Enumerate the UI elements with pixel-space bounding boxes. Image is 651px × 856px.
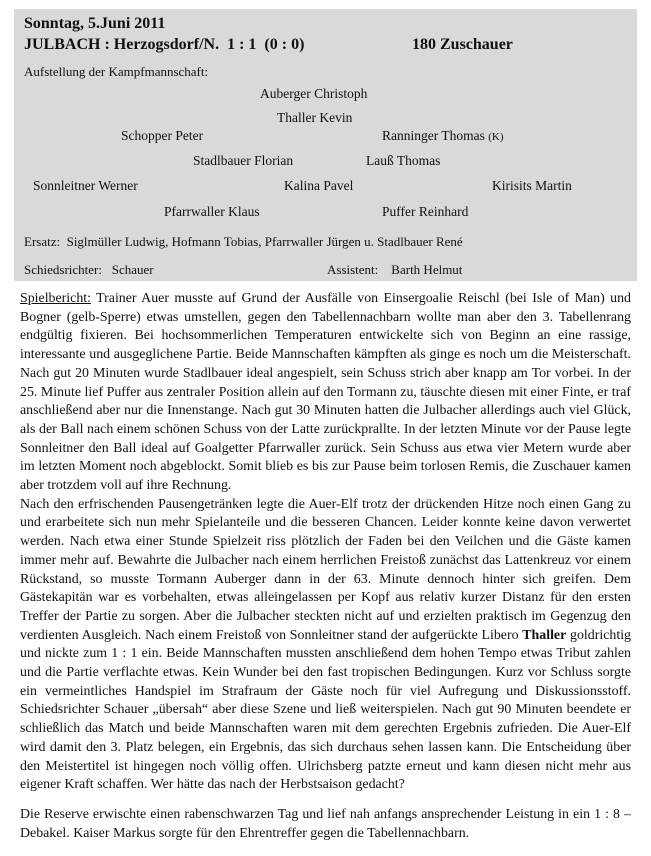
report-paragraph-2 [20,496,631,795]
player-sonnleitner: Sonnleitner Werner [33,178,138,193]
player-schopper: Schopper Peter [121,128,204,143]
report-paragraph-1 [20,290,631,496]
assistant-name: Barth Helmut [391,262,463,277]
player-puffer: Puffer Reinhard [382,204,469,219]
player-pfarrwaller: Pfarrwaller Klaus [164,204,260,219]
report-p2-after: goldrichtig und nickte zum 1 : 1 ein. Beide Mannschaften mussten anschließend dem hohen Tempo etwas Tribut zahlen und die Partie verflachte etwas. Kein Wunder bei den fast tropischen Bedingungen. Kurz vor Schluss sorgte ein vermeintliches Handspiel im Strafraum der Gäste noch für viel Aufregung und Diskussionsstoff. Schiedsrichter Schauer „übersah“ aber diese Szene und ließ weiterspielen. Nach gut 90 Minuten beendete er schließlich das Match und beide Mannschaften waren mit dem gerechten Ergebnis zufrieden. Die Auer-Elf wird damit den 3. Platz belegen, ein Ergebnis, das sich durchaus sehen lassen kann. Die Entscheidung über den Meistertitel ist hingegen noch völlig offen. Ulrichsberg patzte erneut und kann diesen nicht mehr aus eigener Kraft schaffen. Wer hätte das nach der Herbstsaison gedacht? [20,627,631,793]
referee-label: Schiedsrichter: [24,262,102,277]
player-ranninger [382,128,504,144]
report-heading: Spielbericht: [20,291,91,306]
substitutes-line [24,234,463,250]
spectator-count: 180 Zuschauer [412,36,513,53]
match-date: Sonntag, 5.Juni 2011 [24,15,166,32]
substitutes-list: Siglmüller Ludwig, Hofmann Tobias, Pfarrwaller Jürgen u. Stadlbauer René [66,234,463,249]
reserve-report: Die Reserve erwischte einen rabenschwarzen Tag und lief nah anfangs ansprechender Leistung in ein 1 : 8 – Debakel. Kaiser Markus sorgte für den Ehrentreffer gegen die Tabellennachbarn. [20,807,631,841]
player-lauss: Lauß Thomas [366,153,441,168]
report-p2-before: Nach den erfrischenden Pausengetränken legte die Auer-Elf trotz der drückenden Hitze noch einen Gang zu und erarbeitete sich nun mehr Spielanteile und die besseren Chancen. Leider konnte keine davon verwertet werden. Nach etwa einer Stunde Spielzeit riss plötzlich der Faden bei den Veilchen und die Gäste kamen immer mehr auf. Bewahrte die Julbacher nach einem herrlichen Freistoß zunächst das Lattenkreuz vor einem Rückstand, so musste Tormann Auberger dann in der 63. Minute dennoch hinter sich greifen. Dem Gästekapitän war es vorbehalten, etwas alleingelassen per Kopf aus relativ kurzer Distanz für den ersten Treffer der Partie zu sorgen. Aber die Julbacher steckten nicht auf und erzielten praktisch im Gegenzug den verdienten Ausgleich. Nach einem Freistoß von Sonnleitner stand der aufgerückte Libero [20,496,631,643]
report-p2-bold: Thaller [522,627,567,643]
lineup-label: Aufstellung der Kampfmannschaft: [24,64,209,79]
referee-line [24,262,154,278]
player-kirisits: Kirisits Martin [492,178,572,193]
player-kalina: Kalina Pavel [284,178,354,193]
referee-name: Schauer [111,262,154,277]
captain-mark: (K) [488,131,504,143]
substitutes-label: Ersatz: [24,234,61,249]
player-stadlbauer: Stadlbauer Florian [193,153,294,168]
match-report [20,290,631,795]
report-p1-text: Trainer Auer musste auf Grund der Ausfälle von Einsergoalie Reischl (bei Isle of Man) und Bogner (gelb-Sperre) etwas umstellen, gegen den Tabellennachbarn wollte man aber den 3. Tabellenrang endgültig fixieren. Bei hochsommerlichen Temperaturen entwickelte sich von Beginn an eine rassige, interessante und ausgeglichene Partie. Beide Mannschaften kämpften als ginge es noch um die Meisterschaft. Nach gut 20 Minuten wurde Stadlbauer ideal angespielt, sein Schuss strich aber knapp am Tor vorbei. In der 25. Minute lief Puffer aus zentraler Position allein auf den Tormann zu, täuschte diesen mit einer Finte, er traf anschließend aber nur die Innenstange. Nach gut 30 Minuten hatten die Julbacher allerdings auch viel Glück, als der Ball nach einem schönen Schuss von der Latte zurückprallte. In der letzten Minute vor der Pause legte Sonnleitner den Ball ideal auf Goalgetter Pfarrwaller zurück. Sein Schuss aus etwa vier Metern wurde aber im letzten Moment noch abgeblockt. Somit blieb es bis zur Pause beim torlosen Remis, die Zuschauer kamen aber trotzdem voll auf ihre Rechnung. [20,291,631,494]
assistant-line [327,262,462,278]
player-ranninger-name: Ranninger Thomas [382,128,485,143]
assistant-label: Assistent: [327,262,379,277]
player-thaller: Thaller Kevin [277,110,353,125]
match-result: JULBACH : Herzogsdorf/N. 1 : 1 (0 : 0) [24,36,305,53]
player-goalkeeper: Auberger Christoph [260,86,368,101]
